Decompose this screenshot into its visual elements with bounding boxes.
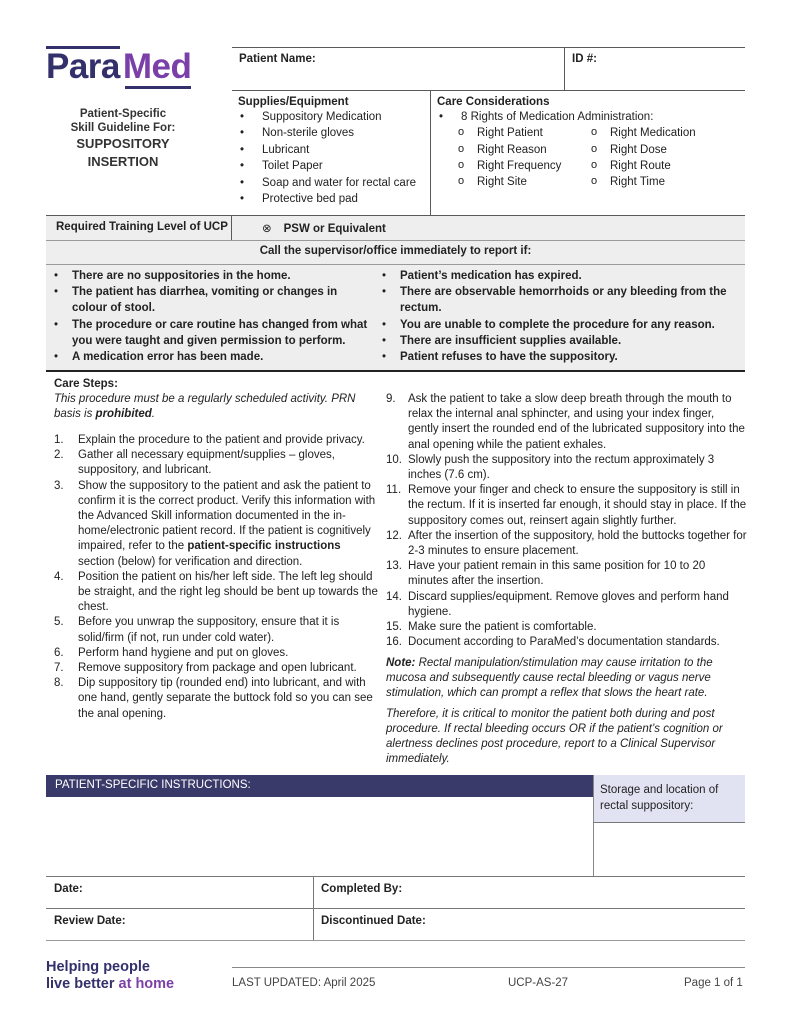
- care-steps-intro: This procedure must be a regularly scheduled activity. PRN basis is prohibited.: [54, 393, 356, 420]
- care-note: Note: Rectal manipulation/stimulation may cause irritation to the mucosa and subsequently cause rectal bleeding or vagus nerve stimulation, which can prompt a reflex that slows the heart rate. Therefore, it is critical to monitor the patient both during and post procedure. If rectal bleeding occurs OR if the patient’s cognition or alertness declines post procedure, report to a Clinical Supervisor immediately.: [386, 657, 723, 765]
- report-item: • There are no suppositories in the home.: [48, 268, 368, 284]
- care-step: 7. Remove suppository from package and open lubricant.: [54, 662, 357, 675]
- paramed-logo: [46, 46, 194, 88]
- guideline-title: Patient-Specific Skill Guideline For: SUPPOSITORY INSERTION: [70, 108, 176, 169]
- completed-by-label: Completed By:: [321, 883, 403, 895]
- report-item: • There are insufficient supplies available.: [376, 333, 746, 349]
- care-step: 15. Make sure the patient is comfortable.: [386, 621, 597, 634]
- care-steps-left: [54, 433, 380, 722]
- supplies-heading: Supplies/Equipment: [238, 96, 349, 108]
- rights-bullet: • 8 Rights of Medication Administration:: [437, 109, 745, 125]
- tagline: Helping people live better at home: [46, 959, 175, 992]
- divider: [46, 370, 745, 372]
- care-step: 3. Show the suppository to the patient and ask the patient to confirm it is the correct product. Verify this information with the Advanced Skill information documented in the in-home/electronic patient record. If the patient is cognitively impaired, refer to the patient-specific instructions section (below) for verification and direction.: [54, 479, 376, 568]
- report-item: • The procedure or care routine has changed from what you were taught and given permission to perform.: [48, 317, 368, 349]
- care-considerations-heading: Care Considerations: [437, 96, 550, 108]
- right-item: o Right Route: [588, 158, 728, 174]
- supply-item: • Non-sterile gloves: [238, 125, 428, 141]
- date-field[interactable]: [90, 878, 310, 906]
- report-item: • There are observable hemorrhoids or any bleeding from the rectum.: [376, 284, 746, 316]
- discontinued-date-field[interactable]: [430, 910, 743, 938]
- right-item: o Right Medication: [588, 125, 728, 141]
- id-field[interactable]: [605, 50, 743, 86]
- care-step: 9. Ask the patient to take a slow deep breath through the mouth to relax the internal anal sphincter, and using your index finger, gently insert the rounded end of the lubricated suppository into the anal opening while the patient exhales.: [386, 393, 745, 451]
- care-step: 10. Slowly push the suppository into the rectum approximately 3 inches (7.6 cm).: [386, 453, 715, 482]
- patient-name-field[interactable]: [340, 50, 560, 86]
- care-step: 2. Gather all necessary equipment/supplies – gloves, suppository, and lubricant.: [54, 449, 335, 477]
- review-date-label: Review Date:: [54, 915, 126, 927]
- care-steps-right: [386, 392, 748, 650]
- report-item: • A medication error has been made.: [48, 349, 368, 365]
- care-steps-heading: Care Steps:: [54, 378, 118, 390]
- care-steps-header: [54, 377, 374, 422]
- divider: [564, 47, 565, 90]
- care-step: 12. After the insertion of the suppository, hold the buttocks together for 2-3 minutes to ensure placement.: [386, 529, 747, 558]
- divider: [46, 940, 745, 941]
- divider: [593, 775, 594, 877]
- report-item: • The patient has diarrhea, vomiting or changes in colour of stool.: [48, 284, 368, 316]
- care-considerations-section: [437, 96, 745, 190]
- training-value: ⊗ PSW or Equivalent: [262, 223, 386, 235]
- completed-by-field[interactable]: [405, 878, 743, 906]
- circled-x-icon: ⊗: [262, 223, 272, 235]
- storage-location-field[interactable]: [595, 824, 745, 876]
- care-step: 11. Remove your finger and check to ensure the suppository is still in the rectum. If it is inserted far enough, it should stay in place. If the suppository comes out, reinsert again slightly further.: [386, 484, 747, 527]
- divider: [232, 47, 745, 48]
- supplies-section: [238, 96, 428, 207]
- supply-item: • Lubricant: [238, 142, 428, 158]
- report-heading: Call the supervisor/office immediately to report if:: [259, 245, 532, 257]
- care-step: 16. Document according to ParaMed’s documentation standards.: [386, 636, 720, 649]
- care-step: 14. Discard supplies/equipment. Remove gloves and perform hand hygiene.: [386, 590, 729, 618]
- right-item: o Right Time: [588, 174, 728, 190]
- divider: [232, 90, 745, 91]
- care-step: 8. Dip suppository tip (rounded end) into lubricant, and with one hand, gently separate the buttock fold so you can see the anal opening.: [54, 677, 373, 720]
- care-step: 6. Perform hand hygiene and put on gloves.: [54, 646, 289, 659]
- right-item: o Right Frequency: [455, 158, 588, 174]
- divider: [594, 822, 745, 823]
- logo-wordmark: ParaMed: [46, 47, 192, 86]
- patient-specific-instructions-field[interactable]: [46, 798, 593, 876]
- divider: [46, 876, 745, 877]
- divider: [231, 216, 232, 240]
- care-step: 5. Before you unwrap the suppository, ensure that it is solid/firm (if not, run under cold water).: [54, 616, 340, 644]
- report-item: • Patient’s medication has expired.: [376, 268, 746, 284]
- right-item: o Right Patient: [455, 125, 588, 141]
- supply-item: • Protective bed pad: [238, 191, 428, 207]
- care-step: 4. Position the patient on his/her left side. The left leg should be straight, and the right leg should be bent up towards the chest.: [54, 570, 378, 614]
- id-label: ID #:: [572, 53, 597, 65]
- document-code: UCP-AS-27: [508, 977, 569, 989]
- report-list-left: [48, 268, 368, 365]
- date-label: Date:: [54, 883, 83, 895]
- care-step: 13. Have your patient remain in this same position for 10 to 20 minutes after the insertion.: [386, 560, 706, 588]
- last-updated: LAST UPDATED: April 2025: [232, 977, 376, 989]
- right-item: o Right Site: [455, 174, 588, 190]
- divider: [46, 908, 745, 909]
- report-item: • Patient refuses to have the suppository.: [376, 349, 746, 365]
- training-label: Required Training Level of UCP: [56, 221, 228, 233]
- divider: [430, 90, 431, 216]
- logo-bar-bottom: [125, 86, 191, 89]
- page-number: Page 1 of 1: [684, 977, 743, 989]
- supply-item: • Soap and water for rectal care: [238, 175, 428, 191]
- report-list-right: [376, 268, 746, 365]
- supply-item: • Suppository Medication: [238, 109, 428, 125]
- care-step: 1. Explain the procedure to the patient and provide privacy.: [54, 434, 365, 446]
- discontinued-date-label: Discontinued Date:: [321, 915, 426, 927]
- footer-divider: [232, 967, 745, 968]
- storage-location-label: Storage and location of rectal suppository:: [594, 775, 745, 822]
- right-item: o Right Dose: [588, 142, 728, 158]
- patient-specific-instructions-heading: PATIENT-SPECIFIC INSTRUCTIONS:: [46, 775, 593, 797]
- right-item: o Right Reason: [455, 142, 588, 158]
- rights-list: [455, 125, 745, 190]
- supply-item: • Toilet Paper: [238, 158, 428, 174]
- review-date-field[interactable]: [130, 910, 310, 938]
- report-item: • You are unable to complete the procedure for any reason.: [376, 317, 746, 333]
- patient-name-label: Patient Name:: [239, 53, 316, 65]
